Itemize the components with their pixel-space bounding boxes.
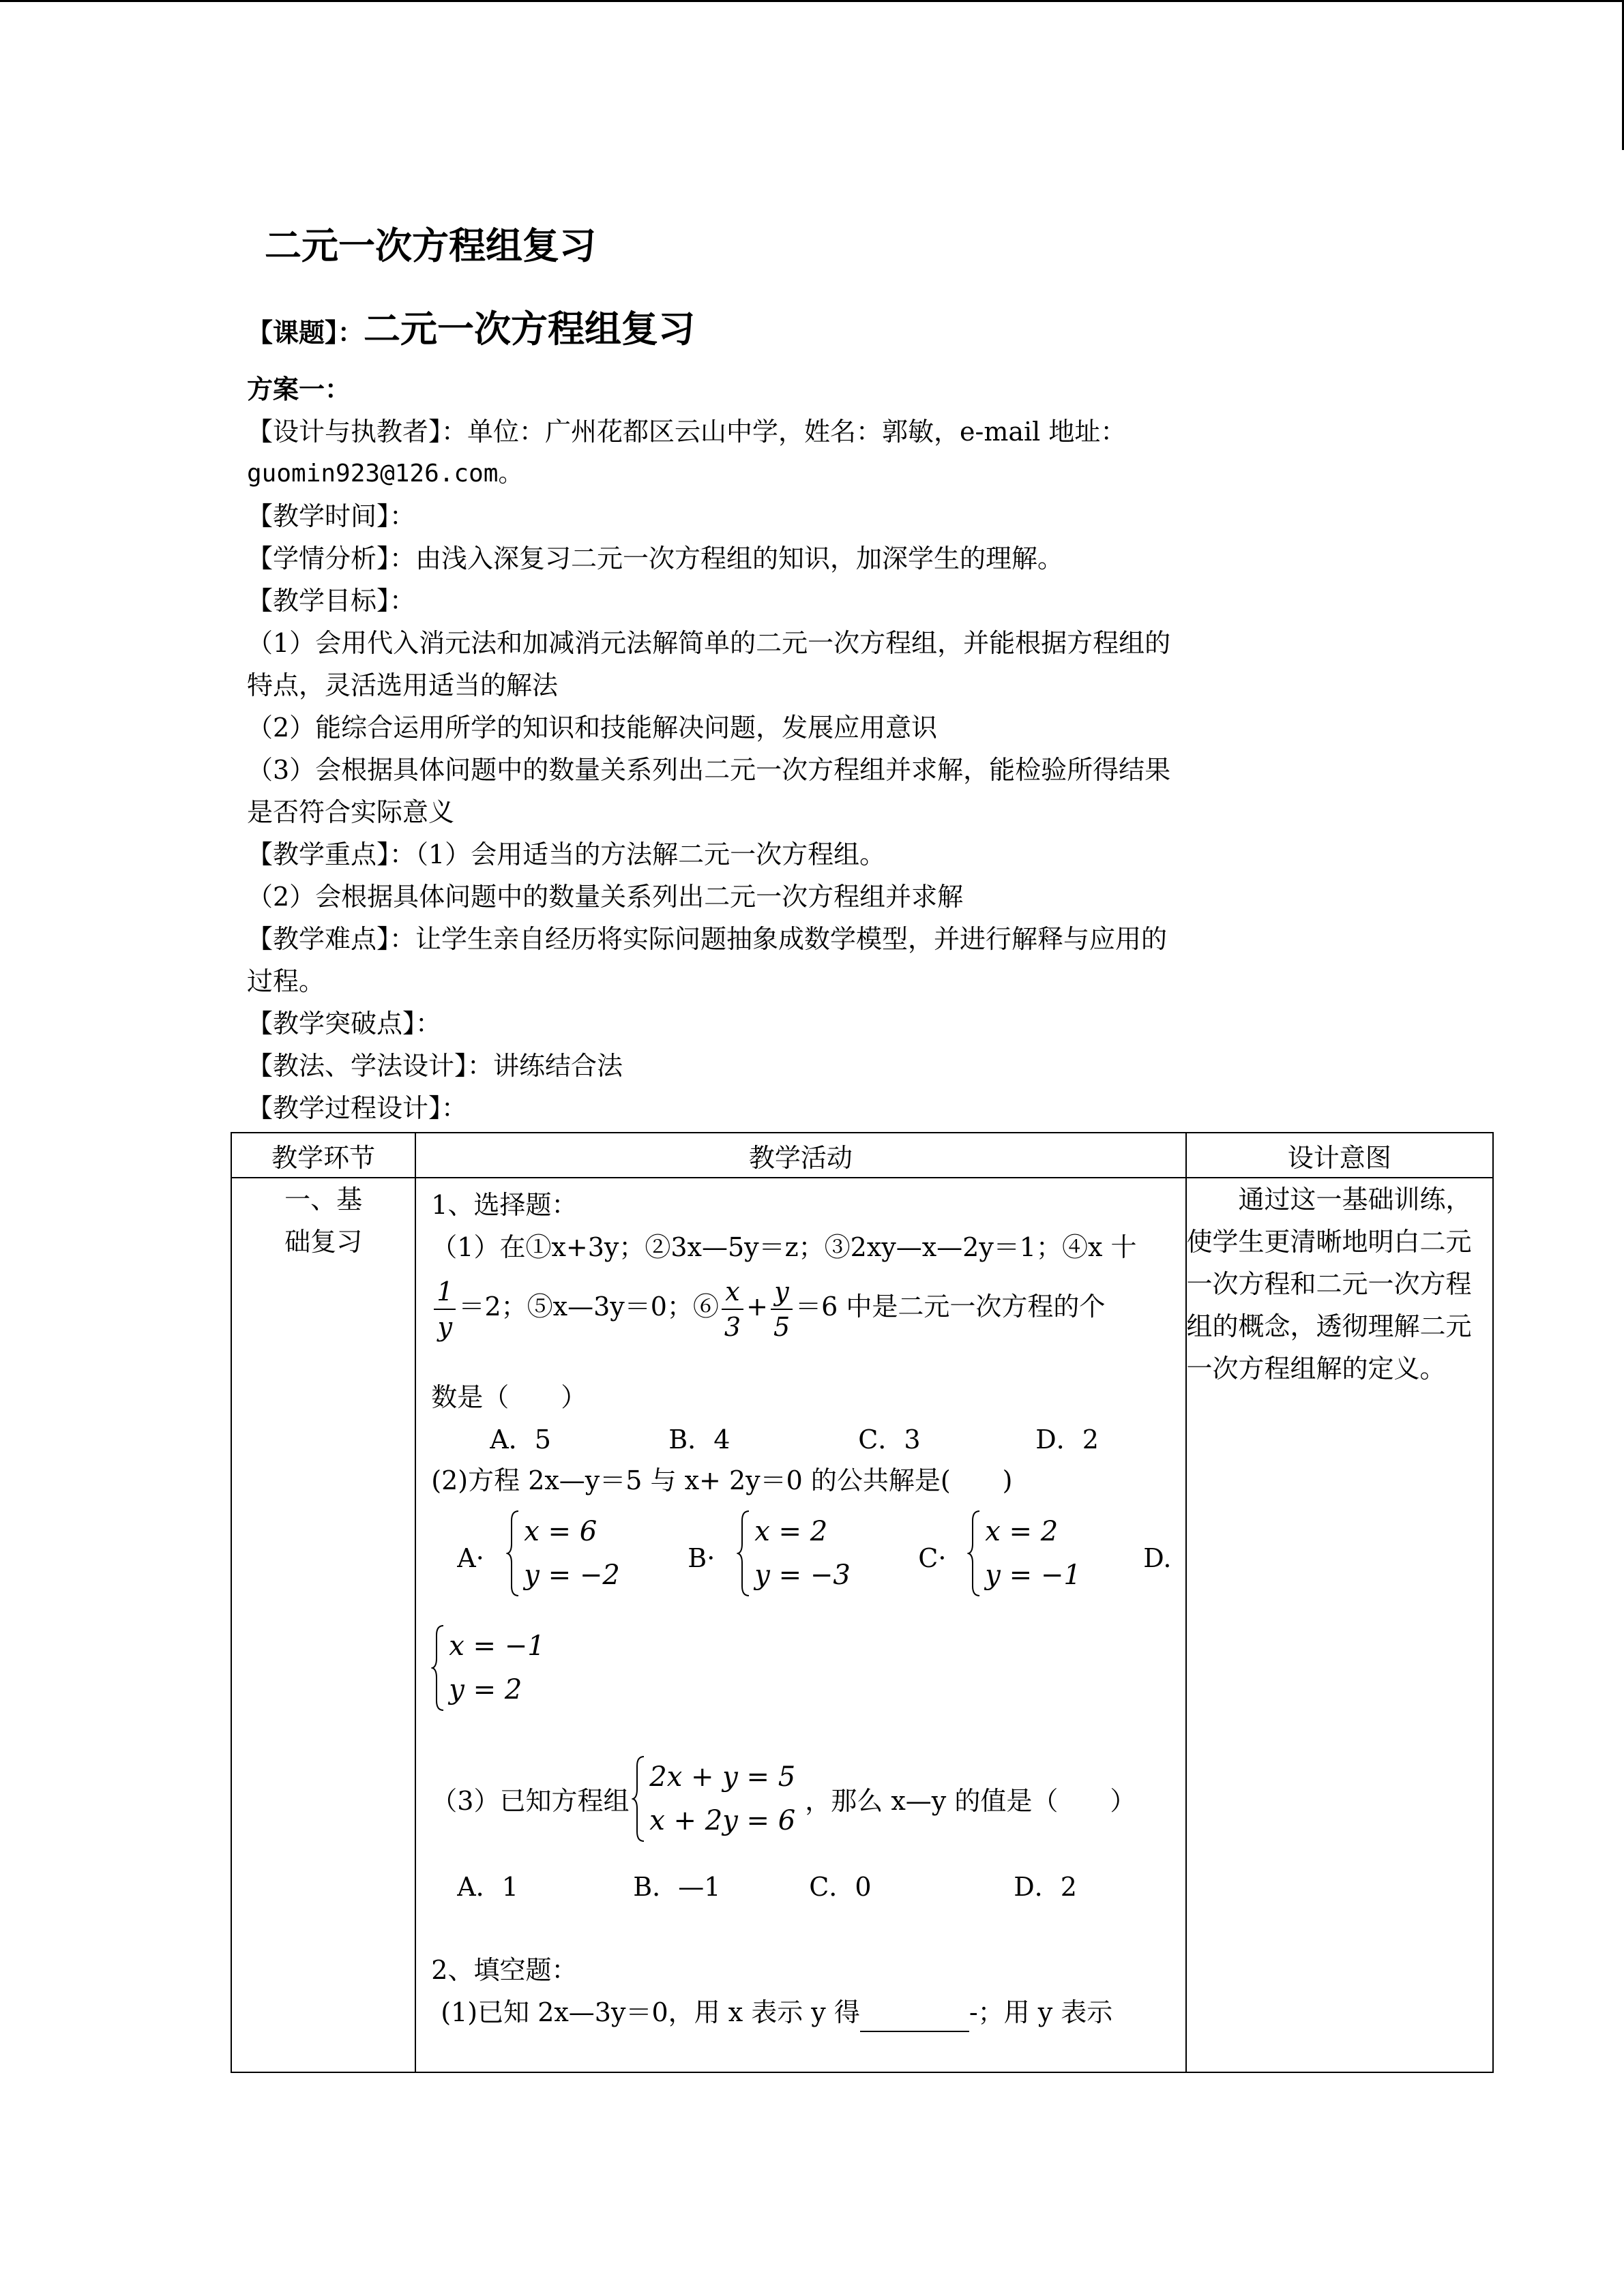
designer-line: 【设计与执教者】：单位：广州花都区云山中学，姓名：郭敏，e-mail 地址： bbox=[247, 417, 1127, 447]
process-design-heading: 【教学过程设计】： bbox=[247, 1093, 468, 1123]
stage-cell bbox=[231, 1178, 415, 2072]
q1-1-line-3: 数是（ ） bbox=[431, 1382, 587, 1412]
fraction-x-over-3: $\frac{x}{3}$ bbox=[722, 1274, 743, 1344]
q1-2-system-a: x = 6 y = −2 bbox=[506, 1510, 620, 1597]
header-intent: 设计意图 bbox=[1186, 1133, 1494, 1178]
course-label: 【课题】： bbox=[247, 317, 364, 348]
q1-2-label-b: B· bbox=[688, 1543, 715, 1573]
header-activity: 教学活动 bbox=[415, 1133, 1185, 1178]
course-line bbox=[247, 300, 695, 353]
q1-2-system-c: x = 2 y = −1 bbox=[967, 1510, 1081, 1597]
q1-1-mid-b: ＝6 中是二元一次方程的个 bbox=[795, 1292, 1106, 1322]
q1-2-system-d: x = −1 y = 2 bbox=[431, 1624, 544, 1712]
plan-heading: 方案一： bbox=[247, 374, 351, 404]
key-points-2: （2）会根据具体问题中的数量关系列出二元一次方程组并求解 bbox=[247, 882, 964, 912]
goal-2: （2）能综合运用所学的知识和技能解决问题，发展应用意识 bbox=[247, 713, 938, 743]
method-design: 【教法、学法设计】：讲练结合法 bbox=[247, 1051, 623, 1081]
q1-1-line-1: （1）在①x+3y；②3x—5y＝z；③2xy—x—2y＝1；④x 十 bbox=[431, 1232, 1137, 1262]
q1-1-option-d: D．2 bbox=[1035, 1425, 1099, 1455]
top-border bbox=[0, 0, 1624, 2]
q1-2-label-a: A· bbox=[457, 1543, 484, 1573]
brace-icon bbox=[967, 1510, 981, 1597]
teaching-time: 【教学时间】： bbox=[247, 501, 416, 531]
q1-title: 1、选择题： bbox=[431, 1190, 578, 1220]
answer-blank[interactable] bbox=[860, 2003, 969, 2032]
intent-cell bbox=[1186, 1178, 1494, 2072]
goal-3-line-1: （3）会根据具体问题中的数量关系列出二元一次方程组并求解，能检验所得结果 bbox=[247, 755, 1171, 785]
breakthrough-point: 【教学突破点】： bbox=[247, 1009, 442, 1039]
goal-3-line-2: 是否符合实际意义 bbox=[247, 797, 455, 827]
q1-3-option-b: B．—1 bbox=[633, 1872, 721, 1902]
stage-label: 一、基础复习 bbox=[284, 1184, 363, 1257]
q2-title: 2、填空题： bbox=[431, 1955, 578, 1985]
table-header-row bbox=[231, 1133, 1493, 1178]
fraction-y-over-5: $\frac{y}{5}$ bbox=[771, 1274, 793, 1344]
header-stage: 教学环节 bbox=[231, 1133, 415, 1178]
q1-3-option-a: A．1 bbox=[457, 1872, 518, 1902]
brace-icon bbox=[632, 1755, 645, 1843]
document-title: 二元一次方程组复习 bbox=[265, 224, 596, 267]
q1-1-option-b: B．4 bbox=[668, 1425, 730, 1455]
goal-1-line-2: 特点，灵活选用适当的解法 bbox=[247, 670, 559, 700]
q1-1-line-2: $\frac{1}{y}$ ＝2；⑤x—3y＝0；⑥ $\frac{x}{3}$ + $\frac{y}{5}$ ＝6 中是二元一次方程的个 bbox=[431, 1272, 1105, 1344]
q1-2-system-b: x = 2 y = −3 bbox=[737, 1510, 851, 1597]
q1-3-system: 2x + y = 5 x + 2y = 6 bbox=[632, 1755, 795, 1843]
brace-icon bbox=[737, 1510, 750, 1597]
process-table bbox=[231, 1132, 1494, 2073]
goal-1-line-1: （1）会用代入消元法和加减消元法解简单的二元一次方程组，并能根据方程组的 bbox=[247, 628, 1171, 658]
key-points-1: 【教学重点】：（1）会用适当的方法解二元一次方程组。 bbox=[247, 839, 886, 869]
difficulty-line-1: 【教学难点】：让学生亲自经历将实际问题抽象成数学模型，并进行解释与应用的 bbox=[247, 924, 1168, 954]
q1-3-option-d: D．2 bbox=[1014, 1872, 1077, 1902]
q1-1-option-c: C．3 bbox=[858, 1425, 921, 1455]
q1-1-mid-a: ＝2；⑤x—3y＝0；⑥ bbox=[458, 1292, 719, 1322]
q1-2-line: (2)方程 2x—y＝5 与 x+ 2y＝0 的公共解是( ) bbox=[431, 1465, 1013, 1495]
q1-1-option-a: A．5 bbox=[490, 1425, 551, 1455]
intent-text: 通过这一基础训练，使学生更清晰地明白二元一次方程和二元一次方程组的概念，透彻理解二元一次方程组解的定义。 bbox=[1186, 1184, 1472, 1384]
teaching-goals-heading: 【教学目标】： bbox=[247, 586, 416, 616]
difficulty-line-2: 过程。 bbox=[247, 966, 325, 996]
q1-3-prefix: （3）已知方程组 bbox=[431, 1786, 630, 1816]
activity-cell bbox=[415, 1178, 1185, 2072]
q1-3-option-c: C．0 bbox=[809, 1872, 872, 1902]
course-title: 二元一次方程组复习 bbox=[364, 308, 696, 351]
brace-icon bbox=[506, 1510, 520, 1597]
email-line: guomin923@126.com。 bbox=[247, 460, 523, 488]
fraction-1-over-y: $\frac{1}{y}$ bbox=[434, 1274, 456, 1344]
brace-icon bbox=[431, 1624, 445, 1712]
q1-2-label-c: C· bbox=[918, 1543, 947, 1573]
table-row bbox=[231, 1178, 1493, 2072]
q1-3-suffix: ，那么 x—y 的值是（ ） bbox=[805, 1786, 1136, 1816]
student-analysis: 【学情分析】：由浅入深复习二元一次方程组的知识，加深学生的理解。 bbox=[247, 543, 1064, 573]
q1-2-label-d: D. bbox=[1143, 1543, 1172, 1573]
q2-1-line: (1)已知 2x—3y＝0，用 x 表示 y 得 -；用 y 表示 bbox=[441, 1993, 1112, 2032]
